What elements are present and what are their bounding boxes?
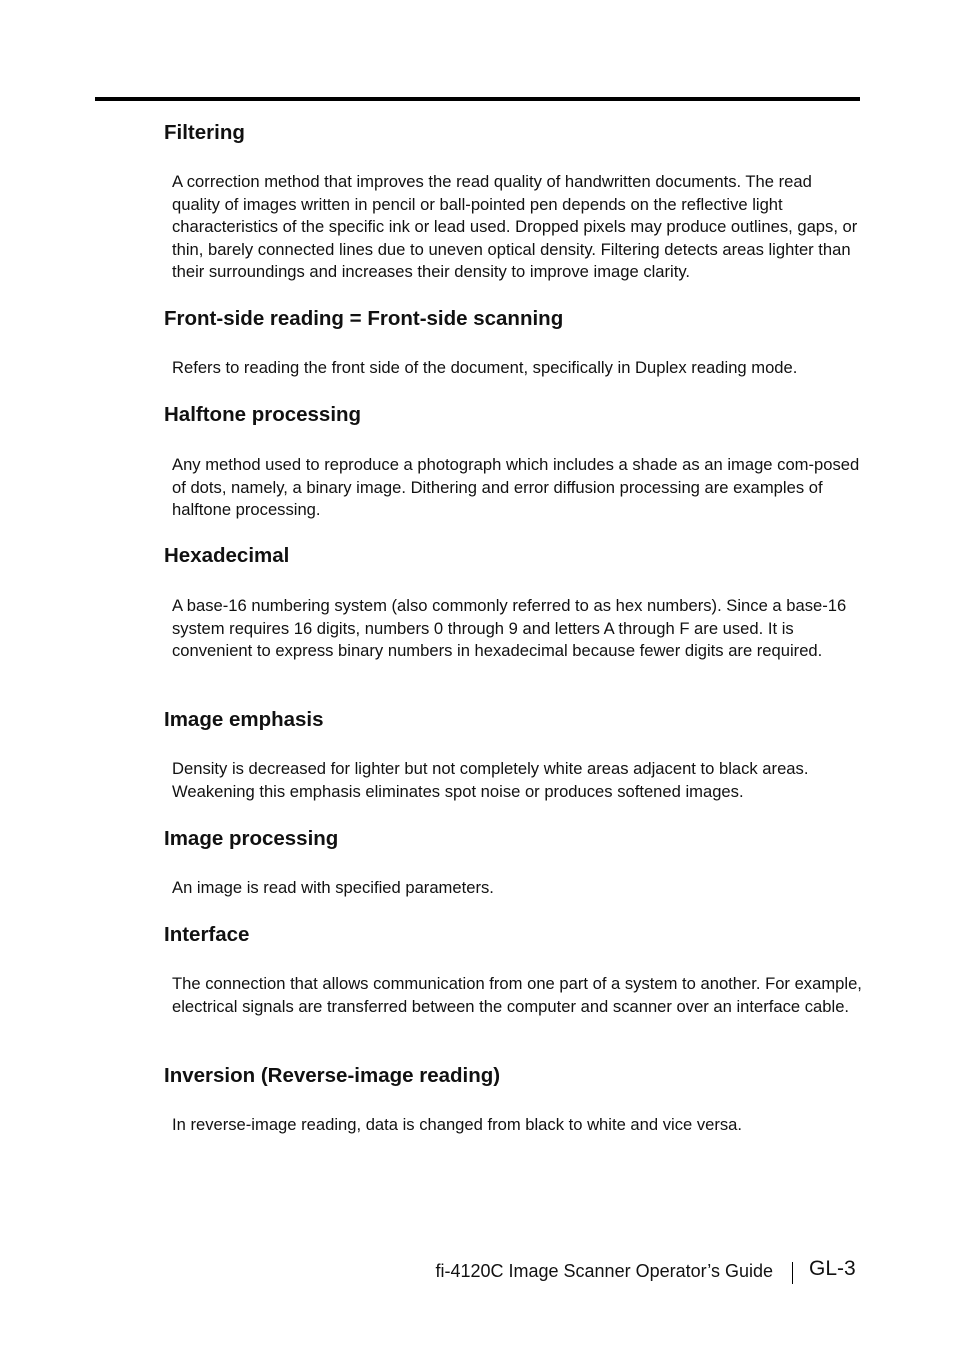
definition-image-emphasis: Density is decreased for lighter but not completely white areas adjacent to black areas. Weakening this emphasis eliminates spot noise or produces softened images. bbox=[172, 759, 809, 801]
definition-interface: The connection that allows communication from one part of a system to another. For example, electrical signals are transferred between the computer and scanner over an interface cable. bbox=[172, 974, 862, 1016]
definition-filtering: A correction method that improves the read quality of handwritten documents. The read quality of images written in pencil or ball-pointed pen depends on the reflective light characteristics of the specific ink or lead used. Dropped pixels may produce outlines, gaps, or thin, barely connected lines due to uneven optical density. Filtering detects areas lighter than their surroundings and increases their density to improve image clarity. bbox=[172, 172, 858, 281]
term-front-side-reading: Front-side reading = Front-side scanning bbox=[164, 307, 564, 330]
definition-inversion: In reverse-image reading, data is changed from black to white and vice versa. bbox=[172, 1115, 743, 1134]
footer-guide-title: fi-4120C Image Scanner Operator’s Guide bbox=[435, 1261, 773, 1281]
term-filtering: Filtering bbox=[164, 121, 245, 144]
term-image-processing: Image processing bbox=[164, 827, 339, 850]
term-halftone-processing: Halftone processing bbox=[164, 403, 362, 426]
definition-front-side-reading: Refers to reading the front side of the document, specifically in Duplex reading mode. bbox=[172, 358, 798, 377]
top-rule bbox=[95, 97, 860, 101]
definition-hexadecimal: A base-16 numbering system (also commonly referred to as hex numbers). Since a base-16 system requires 16 digits, numbers 0 through 9 and letters A through F are used. It is convenient to express binary numbers in hexadecimal because fewer digits are required. bbox=[172, 596, 847, 660]
footer-divider bbox=[792, 1262, 793, 1284]
definition-halftone-processing: Any method used to reproduce a photograph which includes a shade as an image com-posed of dots, namely, a binary image. Dithering and error diffusion processing are examples of halftone processing. bbox=[172, 455, 860, 519]
definition-image-processing: An image is read with specified parameters. bbox=[172, 878, 494, 897]
term-interface: Interface bbox=[164, 923, 250, 946]
term-inversion: Inversion (Reverse-image reading) bbox=[164, 1064, 501, 1087]
term-hexadecimal: Hexadecimal bbox=[164, 544, 290, 567]
footer-page-number: GL-3 bbox=[809, 1257, 856, 1280]
term-image-emphasis: Image emphasis bbox=[164, 708, 324, 731]
